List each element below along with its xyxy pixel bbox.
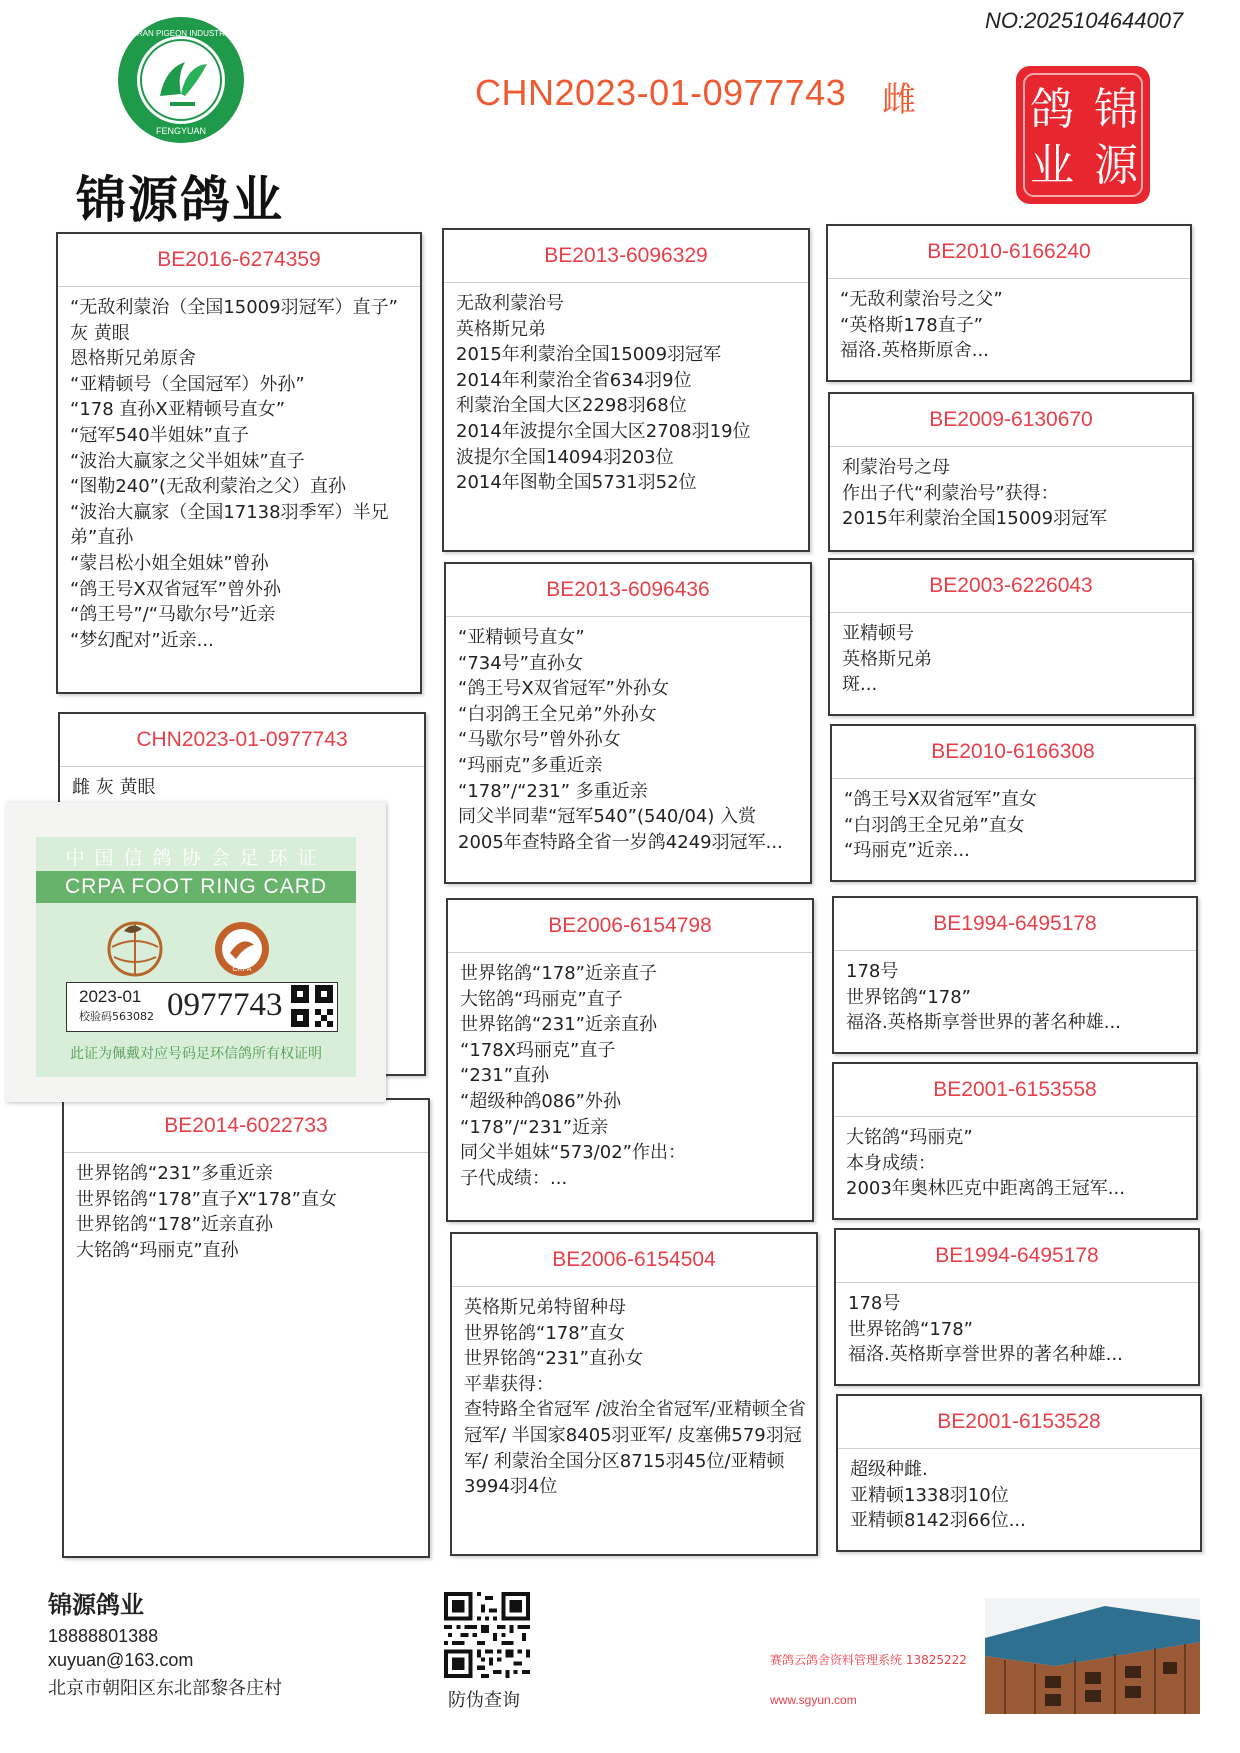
card-line: 2014年利蒙治全省634羽9位 bbox=[456, 369, 692, 391]
card-line: 世界铭鸽“231”直孙女 bbox=[464, 1348, 644, 1370]
card-line: 大铭鸽“玛丽克”直孙 bbox=[76, 1239, 239, 1261]
card-line: 斑... bbox=[842, 674, 878, 696]
card-line: 利蒙治全国大区2298羽68位 bbox=[456, 395, 687, 417]
loft-photo bbox=[985, 1598, 1200, 1714]
card-line: 世界铭鸽“178”直子X“178”直女 bbox=[76, 1188, 337, 1210]
card-notes bbox=[444, 283, 808, 496]
card-line: “冠军540半姐妹”直子 bbox=[70, 424, 250, 446]
card-line: “波治大赢家（全国17138羽季军）半兄弟”直孙 bbox=[70, 501, 389, 549]
crpa-badge-icon bbox=[212, 919, 272, 979]
card-line: “231”直孙 bbox=[460, 1065, 550, 1087]
card-notes bbox=[836, 1283, 1198, 1368]
ring-qr-code-icon bbox=[291, 985, 333, 1027]
card-line: 本身成绩： bbox=[846, 1152, 936, 1174]
card-line: 2014年波提尔全国大区2708羽19位 bbox=[456, 420, 751, 442]
card-notes bbox=[60, 767, 424, 801]
card-line: 178号 bbox=[848, 1293, 901, 1314]
card-line: 2014年图勒全国5731羽52位 bbox=[456, 472, 697, 494]
card-line: 查特路全省冠军 /波治全省冠军/亚精顿全省冠军/ 半国家8405羽亚军/ 皮塞佛579羽冠军/ 利蒙治全国分区8715羽45位/亚精顿3994羽4位 bbox=[464, 1399, 806, 1498]
card-ring-number: CHN2023-01-0977743 bbox=[60, 714, 424, 767]
pedigree-card-dd bbox=[450, 1232, 818, 1556]
svg-text:业: 业 bbox=[1030, 140, 1074, 191]
card-line: “178”/“231”近亲 bbox=[460, 1116, 609, 1138]
card-line: 雌 灰 黄眼 bbox=[72, 777, 156, 798]
card-notes bbox=[838, 1449, 1200, 1534]
pedigree-card-sdd bbox=[830, 724, 1196, 882]
card-line: 英格斯兄弟 bbox=[456, 318, 546, 340]
card-line: 2015年利蒙治全国15009羽冠军 bbox=[842, 508, 1108, 530]
card-line: 2015年利蒙治全国15009羽冠军 bbox=[456, 344, 722, 366]
svg-text:FRAN PIGEON INDUSTRY: FRAN PIGEON INDUSTRY bbox=[131, 29, 231, 38]
globe-emblem-icon bbox=[102, 917, 168, 977]
foot-ring-card bbox=[6, 802, 386, 1102]
card-notes bbox=[58, 287, 420, 653]
card-line: 世界铭鸽“178”近亲直子 bbox=[460, 963, 658, 984]
svg-text:FENGYUAN: FENGYUAN bbox=[155, 126, 207, 136]
pedigree-card-sire bbox=[56, 232, 422, 694]
card-line: 世界铭鸽“178”直女 bbox=[464, 1322, 626, 1344]
card-line: “马歇尔号”曾外孙女 bbox=[458, 729, 621, 751]
card-line: 大铭鸽“玛丽克”直子 bbox=[460, 988, 623, 1010]
card-notes bbox=[834, 951, 1196, 1036]
card-line: “鸽王号”/“马歇尔号”近亲 bbox=[70, 604, 276, 626]
card-line: “波治大赢家之父半姐妹”直子 bbox=[70, 450, 305, 472]
brand-name: 锦源鸽业 bbox=[76, 171, 284, 229]
card-line: 福洛.英格斯原舍... bbox=[840, 340, 989, 362]
card-line: “超级种鸽086”外孙 bbox=[460, 1090, 622, 1112]
card-line: 世界铭鸽“178” bbox=[848, 1318, 974, 1340]
card-notes bbox=[64, 1153, 428, 1263]
card-notes bbox=[828, 279, 1190, 364]
card-line: 2005年查特路全省一岁鸽4249羽冠军... bbox=[458, 831, 783, 853]
card-line: 亚精顿1338羽10位 bbox=[850, 1484, 1009, 1506]
card-line: 英格斯兄弟特留种母 bbox=[464, 1297, 626, 1318]
card-ring-number: BE2001-6153558 bbox=[834, 1064, 1196, 1117]
card-line: 178号 bbox=[846, 961, 899, 982]
card-line: “蒙吕松小姐全姐妹”曾孙 bbox=[70, 552, 269, 574]
card-line: “亚精顿号（全国冠军）外孙” bbox=[70, 373, 305, 395]
card-line: “玛丽克”多重近亲 bbox=[458, 754, 603, 776]
footer-brand-name: 锦源鸽业 bbox=[48, 1591, 144, 1619]
card-ring-number: BE2013-6096436 bbox=[446, 564, 810, 617]
card-line: 作出子代“利蒙治号”获得： bbox=[842, 482, 1059, 504]
card-line: “无敌利蒙治号之父” bbox=[840, 289, 1003, 310]
card-ring-number: BE2013-6096329 bbox=[444, 230, 808, 283]
card-line: 亚精顿8142羽66位... bbox=[850, 1510, 1026, 1532]
footer-phone: 18888801388 bbox=[48, 1626, 159, 1646]
ring-number-plate bbox=[66, 982, 338, 1032]
pedigree-card-ss bbox=[442, 228, 810, 552]
svg-text:锦: 锦 bbox=[1094, 84, 1138, 135]
card-ring-number: BE2006-6154798 bbox=[448, 900, 812, 953]
card-line: 大铭鸽“玛丽克” bbox=[846, 1127, 973, 1148]
card-ring-number: BE2006-6154504 bbox=[452, 1234, 816, 1287]
document-number: NO:2025104644007 bbox=[985, 8, 1184, 33]
card-line: 同父半姐妹“573/02”作出： bbox=[460, 1142, 686, 1164]
fengyuan-logo bbox=[115, 14, 247, 146]
card-line: 亚精顿号 bbox=[842, 623, 914, 644]
system-credit: 赛鸽云鸽舍资料管理系统 13825222 bbox=[770, 1653, 967, 1667]
card-notes bbox=[446, 617, 810, 855]
card-line: “鸽王号X双省冠军”直女 bbox=[844, 789, 1037, 810]
card-line: “734号”直孙女 bbox=[458, 652, 584, 674]
pedigree-card-dds bbox=[834, 1228, 1200, 1386]
pedigree-card-ds bbox=[446, 898, 814, 1222]
system-url[interactable]: www.sgyun.com bbox=[770, 1693, 857, 1707]
card-line: 世界铭鸽“231”多重近亲 bbox=[76, 1163, 274, 1184]
card-line: 世界铭鸽“178” bbox=[846, 986, 972, 1008]
svg-text:源: 源 bbox=[1094, 140, 1138, 191]
ring-year: 2023-01 bbox=[79, 987, 142, 1006]
card-ring-number: BE2016-6274359 bbox=[58, 234, 420, 287]
card-ring-number: BE2009-6130670 bbox=[830, 394, 1192, 447]
card-line: “梦幻配对”近亲... bbox=[70, 629, 214, 651]
pedigree-card-sd bbox=[444, 562, 812, 884]
svg-text:鸽: 鸽 bbox=[1030, 84, 1074, 135]
card-ring-number: BE1994-6495178 bbox=[836, 1230, 1198, 1283]
ring-serial: 0977743 bbox=[167, 987, 283, 1023]
card-line: 超级种雌. bbox=[850, 1459, 928, 1480]
ring-check-code: 校验码563082 bbox=[79, 1010, 154, 1023]
card-notes bbox=[830, 613, 1192, 698]
card-line: 英格斯兄弟 bbox=[842, 648, 932, 670]
ring-card-footer: 此证为佩戴对应号码足环信鸽所有权证明 bbox=[70, 1046, 322, 1062]
card-line: “图勒240”(无敌利蒙治之父）直孙 bbox=[70, 476, 347, 498]
card-line: 2003年奥林匹克中距离鸽王冠军... bbox=[846, 1178, 1125, 1200]
ring-card-title-cn: 中国信鸽协会足环证 bbox=[65, 847, 327, 869]
ring-card-title-en: CRPA FOOT RING CARD bbox=[36, 871, 356, 903]
card-line: “鸽王号X双省冠军”曾外孙 bbox=[70, 578, 281, 600]
card-line: “鸽王号X双省冠军”外孙女 bbox=[458, 678, 669, 700]
card-line: 无敌利蒙治号 bbox=[456, 293, 564, 314]
card-ring-number: BE2001-6153528 bbox=[838, 1396, 1200, 1449]
card-line: “无敌利蒙治（全国15009羽冠军）直子” bbox=[70, 297, 398, 318]
card-line: “英格斯178直子” bbox=[840, 314, 984, 336]
card-line: 福洛.英格斯享誉世界的著名种雄... bbox=[846, 1012, 1121, 1034]
card-line: 灰 黄眼 bbox=[70, 322, 130, 344]
card-ring-number: BE2003-6226043 bbox=[830, 560, 1192, 613]
card-ring-number: BE2010-6166240 bbox=[828, 226, 1190, 279]
card-line: 利蒙治号之母 bbox=[842, 457, 950, 478]
card-notes bbox=[834, 1117, 1196, 1202]
card-line: 平辈获得： bbox=[464, 1373, 554, 1395]
footer-email: xuyuan@163.com bbox=[48, 1650, 194, 1670]
pedigree-card-sss bbox=[826, 224, 1192, 382]
card-line: “亚精顿号直女” bbox=[458, 627, 585, 648]
card-line: “178 直孙X亚精顿号直女” bbox=[70, 399, 286, 421]
pedigree-card-dss bbox=[832, 896, 1198, 1054]
pigeon-ring-number: CHN2023-01-0977743 bbox=[475, 72, 847, 113]
pigeon-sex: 雌 bbox=[882, 80, 916, 120]
card-line: 福洛.英格斯享誉世界的著名种雄... bbox=[848, 1344, 1123, 1366]
footer-address: 北京市朝阳区东北部黎各庄村 bbox=[48, 1678, 282, 1698]
card-ring-number: BE2010-6166308 bbox=[832, 726, 1194, 779]
card-notes bbox=[830, 447, 1192, 532]
card-line: 世界铭鸽“231”近亲直孙 bbox=[460, 1014, 658, 1036]
card-line: “白羽鸽王全兄弟”直女 bbox=[844, 814, 1025, 836]
card-line: “178X玛丽克”直子 bbox=[460, 1039, 616, 1061]
card-line: “178”/“231” 多重近亲 bbox=[458, 780, 648, 802]
card-line: “白羽鸽王全兄弟”外孙女 bbox=[458, 703, 657, 725]
ring-card-body bbox=[36, 837, 356, 1077]
pedigree-card-ssd bbox=[828, 392, 1194, 552]
pedigree-card-dam bbox=[62, 1098, 430, 1558]
card-ring-number: BE2014-6022733 bbox=[64, 1100, 428, 1153]
card-ring-number: BE1994-6495178 bbox=[834, 898, 1196, 951]
red-seal-stamp bbox=[1012, 62, 1154, 208]
svg-text:CRPA: CRPA bbox=[232, 966, 252, 973]
card-line: “玛丽克”近亲... bbox=[844, 840, 970, 862]
pedigree-card-sds bbox=[828, 558, 1194, 716]
pedigree-card-dsd bbox=[832, 1062, 1198, 1220]
anti-counterfeit-qr-icon[interactable] bbox=[444, 1592, 530, 1678]
card-notes bbox=[448, 953, 812, 1191]
card-line: 世界铭鸽“178”近亲直孙 bbox=[76, 1214, 274, 1236]
card-line: 子代成绩：... bbox=[460, 1167, 568, 1189]
card-line: 恩格斯兄弟原舍 bbox=[70, 348, 196, 370]
pedigree-card-ddd bbox=[836, 1394, 1202, 1552]
qr-label: 防伪查询 bbox=[448, 1690, 520, 1711]
card-notes bbox=[832, 779, 1194, 864]
card-line: 同父半同辈“冠军540”(540/04) 入赏 bbox=[458, 806, 757, 828]
card-line: 波提尔全国14094羽203位 bbox=[456, 446, 674, 468]
card-notes bbox=[452, 1287, 816, 1500]
